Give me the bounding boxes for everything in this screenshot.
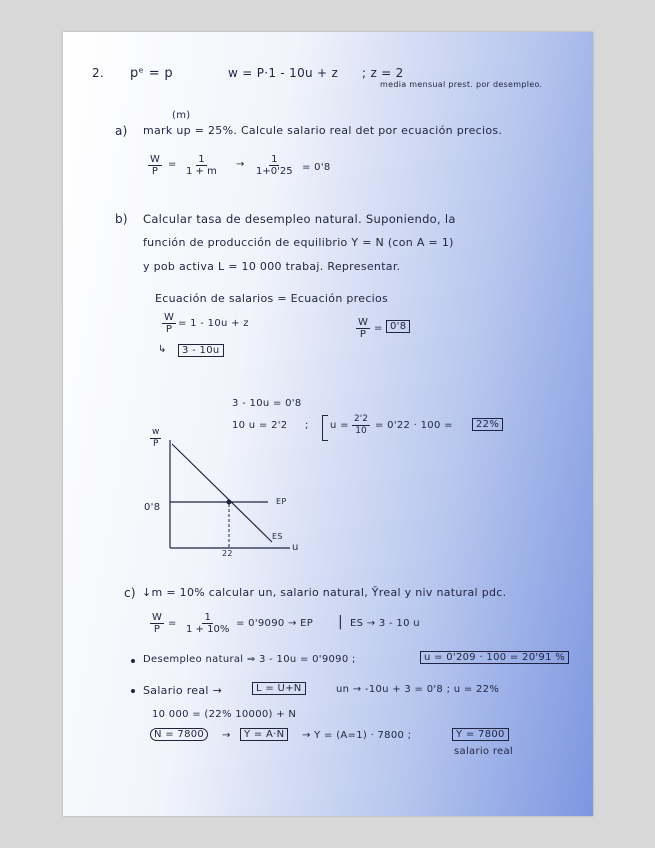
graph-y-label [150, 427, 161, 450]
exercise-number: 2. [92, 66, 105, 80]
calc-semicolon: ; [305, 420, 309, 431]
labor-force-equation: 10 000 = (22% 10000) + N [152, 709, 297, 720]
ws-boxed-expression: 3 - 10u [178, 344, 224, 357]
part-c-text: ↓m = 10% calcular un, salario natural, Ȳreal y niv natural pdc. [142, 586, 507, 599]
graph-x-value: 22 [222, 549, 233, 558]
bullet-dot [131, 659, 135, 663]
n-arrow: → [222, 730, 231, 741]
graph-x-label: u [292, 542, 299, 553]
fraction-numerator: W [164, 312, 174, 323]
z-value: ; z = 2 [362, 66, 404, 80]
c-separator: | [338, 614, 344, 630]
part-b-line2: función de producción de equilibrio Y = N (con A = 1) [143, 236, 454, 249]
real-wage-caption: salario real [454, 746, 513, 757]
c-es-equation: ES → 3 - 10 u [350, 618, 420, 629]
fraction-numerator: W [358, 317, 368, 328]
arrow: → [236, 159, 245, 170]
part-b-line1: Calcular tasa de desempleo natural. Suponiendo, la [143, 212, 456, 226]
n-result-box: N = 7800 [150, 728, 208, 741]
fraction-denominator: 1 + m [186, 166, 217, 177]
equilibrium-point [227, 500, 232, 505]
c-wp-fraction [150, 612, 164, 635]
c-equals: = [168, 618, 177, 629]
fraction-numerator: w [152, 427, 160, 437]
y-rest: → Y = (A=1) · 7800 ; [302, 730, 412, 741]
wage-equation: w = P·1 - 10u + z [228, 66, 339, 80]
markup-symbol: (m) [172, 110, 191, 121]
graph-ep-label: EP [276, 497, 287, 506]
fraction-denominator: 10 [355, 426, 367, 436]
equals-sign: = [168, 159, 177, 170]
ws-rhs: = 1 - 10u + z [178, 318, 249, 329]
bullet2-box: L = U+N [252, 682, 306, 695]
fraction-denominator: P [151, 166, 158, 177]
bullet-dot [131, 689, 135, 693]
fraction-denominator: P [152, 439, 159, 449]
y-box: Y = A·N [240, 728, 288, 741]
part-c-label: c) [124, 586, 136, 600]
fraction-numerator: W [150, 154, 160, 165]
y-result-box: Y = 7800 [452, 728, 509, 741]
c-ep-result: = 0'9090 → EP [236, 618, 314, 629]
ps-equals: = [374, 323, 383, 334]
part-b-line3: y pob activa L = 10 000 trabaj. Representar. [143, 260, 401, 273]
hook-arrow: ↳ [158, 344, 167, 355]
fraction-numerator: 1 [198, 154, 205, 165]
bullet2-rest: un → -10u + 3 = 0'8 ; u = 22% [336, 684, 500, 695]
z-note: media mensual prest. por desempleo. [380, 80, 543, 89]
bullet1-text: Desempleo natural ⇒ 3 - 10u = 0'9090 ; [143, 654, 356, 665]
equation-equality: Ecuación de salarios = Ecuación precios [155, 292, 389, 305]
part-b-label: b) [115, 212, 128, 226]
fraction-denominator: P [153, 624, 160, 635]
graph-y-value: 0'8 [144, 502, 161, 513]
fraction-numerator: 1 [271, 154, 278, 165]
fraction-numerator: 1 [204, 612, 211, 623]
es-line [172, 444, 272, 542]
part-a-label: a) [115, 124, 128, 138]
fraction-numerator: 2'2 [354, 414, 368, 424]
calc-line2: 10 u = 2'2 [232, 420, 288, 431]
u-result: = 0'22 · 100 = [375, 420, 453, 431]
ps-boxed-value: 0'8 [386, 320, 410, 333]
graph-es-label: ES [272, 532, 283, 541]
real-wage-result: = 0'8 [302, 162, 331, 173]
fraction-denominator: P [359, 329, 366, 340]
calc-line1: 3 - 10u = 0'8 [232, 398, 302, 409]
bullet2-text: Salario real → [143, 684, 223, 697]
c-markup-fraction [184, 612, 231, 635]
u-result-box: 22% [472, 418, 503, 431]
part-a-text: mark up = 25%. Calcule salario real det por ecuación precios. [143, 124, 503, 137]
fraction-denominator: 1+0'25 [256, 166, 293, 177]
fraction-denominator: P [165, 324, 172, 335]
u-equals: u = [330, 420, 349, 431]
bullet1-result-box: u = 0'209 · 100 = 20'91 % [420, 651, 569, 664]
fraction-numerator: W [152, 612, 162, 623]
fraction-denominator: 1 + 10% [186, 624, 230, 635]
expected-price: pᵉ = p [130, 66, 173, 81]
